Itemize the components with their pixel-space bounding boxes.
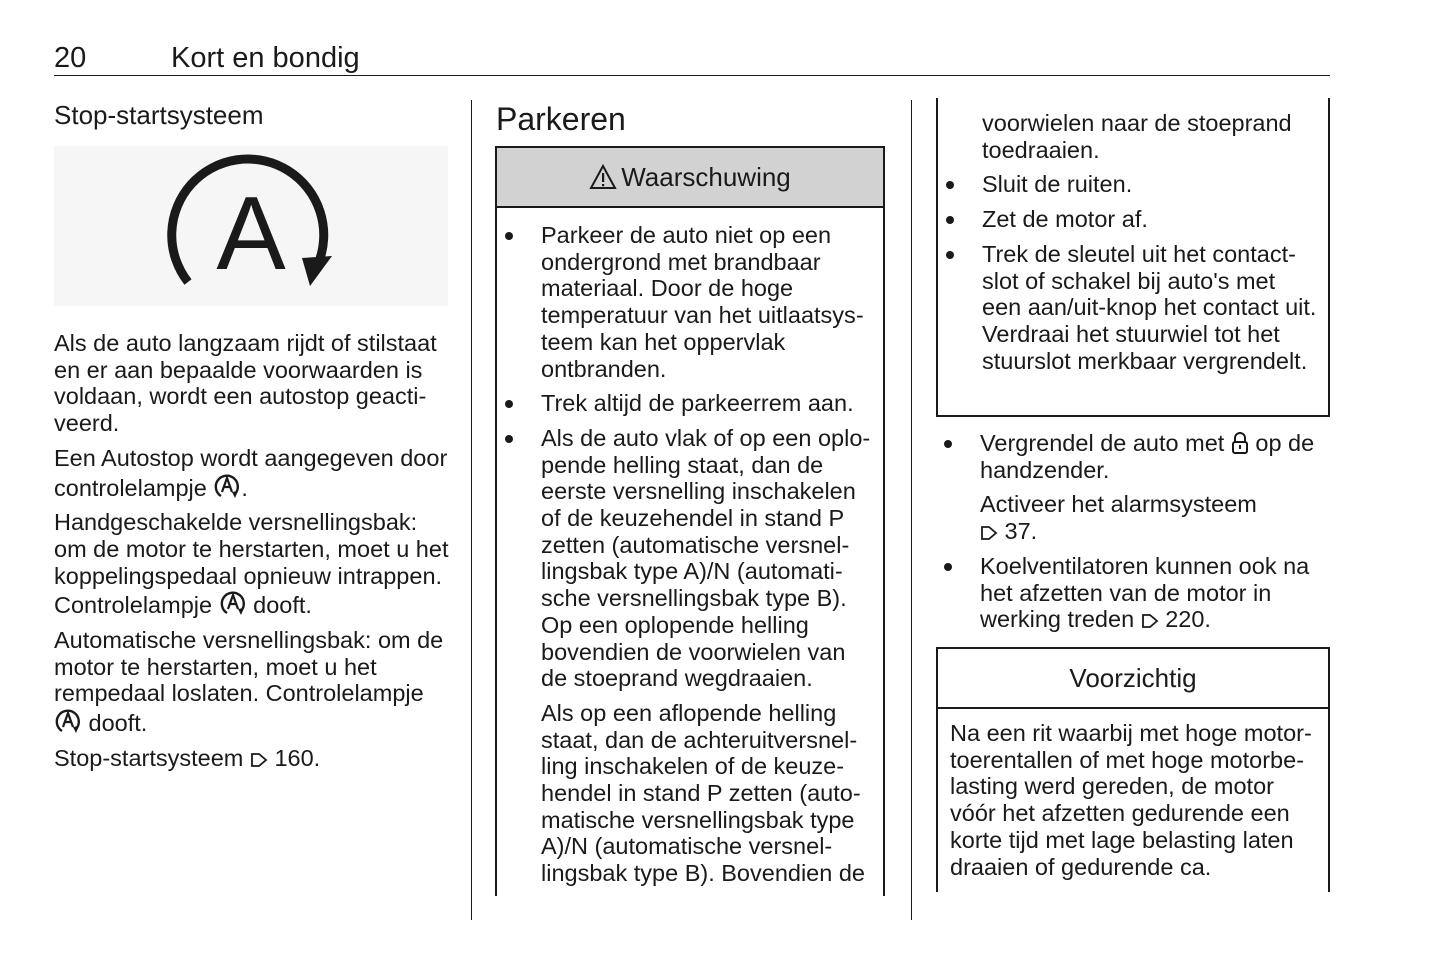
text-manual-transmission: Handgeschakelde versnellingsbak: om de motor te herstarten, moet u het koppelingspedaal opnieuw intrappen. Controlelampje <box>54 509 449 619</box>
lock-icon <box>1231 431 1249 455</box>
column-divider-left <box>471 100 472 920</box>
text-goes-out: dooft. <box>246 592 312 619</box>
caution-text: Na een rit waarbij met hoge motortoerentallen of met hoge motorbelasting werd gereden, de motor vóór het afzetten gedurende een korte tijd met lage belasting laten draaien of gedurende ca. <box>950 720 1312 880</box>
alarm-paragraph <box>980 491 1330 544</box>
page-number: 20 <box>54 42 87 74</box>
paragraph-autostop-activation: Als de auto langzaam rijdt of stilstaat en er aan bepaalde voorwaarden is voldaan, wordt een autostop geactiveerd. <box>54 330 437 437</box>
header-rule <box>54 75 1330 76</box>
auto-stop-letter: A <box>216 176 286 292</box>
list-item-lock <box>936 430 1330 545</box>
warning-title: Waarschuwing <box>621 161 791 192</box>
auto-stop-symbol-icon <box>54 146 448 306</box>
page-reference-arrow-icon <box>980 523 998 543</box>
section-heading-stop-start: Stop-startsysteem <box>54 100 264 130</box>
text-automatic-transmission: Automatische versnellingsbak: om de motor te herstarten, moet u het rempedaal loslaten. Controlelampje <box>54 627 444 707</box>
warning-box <box>495 146 885 896</box>
list-item: Parkeer de auto niet op een ondergrond met brandbaar materiaal. Door de hoge temperatuur van het uitlaatsysteem kan het oppervlak ontbranden. <box>497 222 875 382</box>
caution-box <box>936 647 1330 892</box>
section-heading-parking: Parkeren <box>496 101 626 137</box>
paragraph-automatic-transmission <box>54 627 454 737</box>
text-goes-out: dooft. <box>82 710 148 737</box>
list-item-fans <box>936 553 1330 633</box>
list-item: Sluit de ruiten. <box>938 171 1320 198</box>
warning-box-continued <box>936 98 1330 417</box>
caution-header: Voorzichtig <box>938 649 1328 709</box>
paragraph-manual-transmission <box>54 509 454 619</box>
warning-header <box>497 148 883 208</box>
text-lock-vehicle: Vergrendel de auto met <box>980 430 1231 456</box>
continued-text: voorwielen naar de stoeprand toedraaien. <box>982 110 1292 163</box>
autostop-lamp-icon <box>213 472 241 500</box>
list-item-text: Als de auto vlak of op een oplopende helling staat, dan de eerste versnelling inschakelen of de keuzehendel in stand P zetten (automatische versnellingsbak type A)/N (automatische versnellingsbak type B). Op een oplopende helling bovendien de voorwielen van de stoeprand wegdraaien. <box>541 424 871 692</box>
paragraph-stop-start-reference <box>54 745 454 772</box>
text-autostop-indicator: Een Autostop wordt aangegeven door controlelampje <box>54 444 448 501</box>
page-reference-160[interactable]: 160. <box>274 744 321 771</box>
parking-steps-list <box>936 430 1330 641</box>
text-activate-alarm: Activeer het alarmsysteem <box>980 491 1257 518</box>
list-item-continuation: Als op een aflopende helling staat, dan de achteruitversnelling inschakelen of de keuzehendel in stand P zetten (automatische versnellingsbak type A)/N (automatische versnellingsbak type B). Bovendien de <box>541 699 865 887</box>
chapter-title: Kort en bondig <box>171 42 360 74</box>
list-item: Trek de sleutel uit het contactslot of schakel bij auto's met een aan/uit-knop het contact uit. Verdraai het stuurwiel tot het stuurslot merkbaar vergrendelt. <box>938 241 1320 375</box>
bullet-list <box>936 430 1330 633</box>
page-reference-37[interactable]: 37. <box>1004 518 1038 545</box>
autostop-lamp-icon <box>219 589 247 617</box>
column-divider-right <box>911 100 912 920</box>
text-on-remote: op de handzender. <box>980 430 1315 483</box>
text-cooling-fans: Koelventilatoren kunnen ook na het afzetten van de motor in werking treden <box>980 552 1310 633</box>
text-period: . <box>241 474 248 501</box>
autostop-lamp-icon <box>54 707 82 735</box>
list-item: Zet de motor af. <box>938 206 1320 233</box>
auto-stop-figure <box>54 146 448 306</box>
text-stop-start-ref: Stop-startsysteem <box>54 744 250 771</box>
paragraph-autostop-indicator <box>54 445 454 501</box>
warning-list-continued <box>938 171 1320 374</box>
page-reference-220[interactable]: 220. <box>1165 606 1211 633</box>
list-item: Trek altijd de parkeerrem aan. <box>497 390 875 417</box>
page-reference-arrow-icon <box>1141 611 1159 631</box>
warning-list <box>497 208 883 887</box>
list-item <box>497 425 875 887</box>
column-stop-start <box>54 100 454 780</box>
page-reference-arrow-icon <box>250 750 268 770</box>
warning-triangle-icon <box>589 164 617 190</box>
